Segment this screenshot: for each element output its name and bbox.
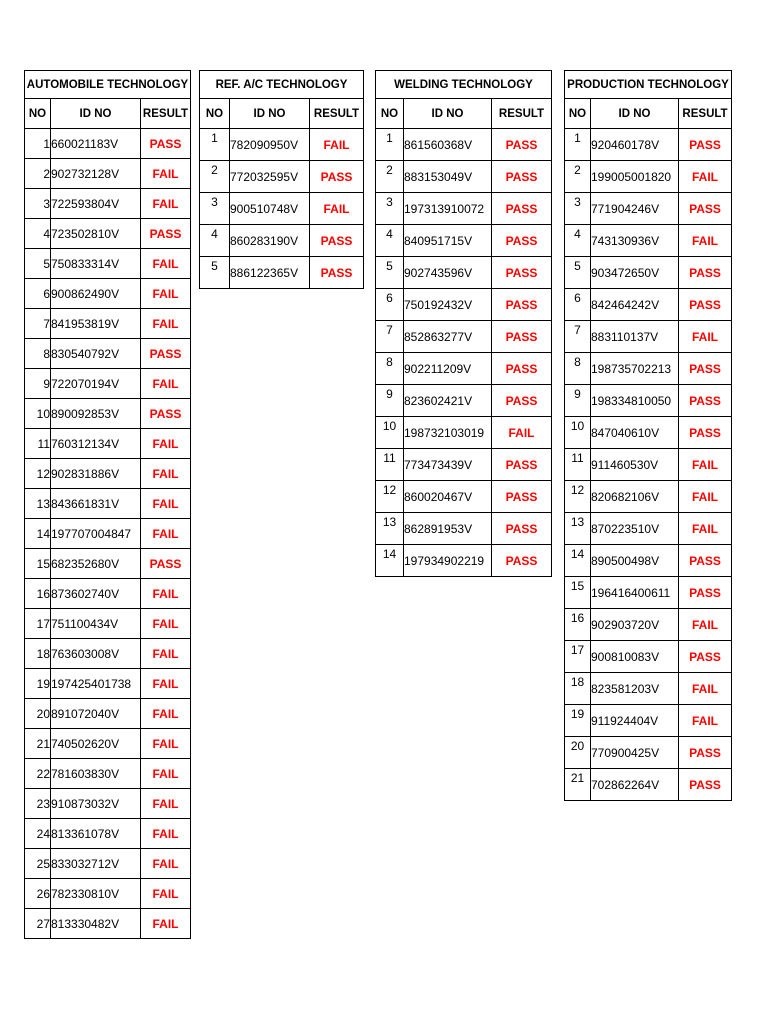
row-result: PASS <box>492 481 552 513</box>
row-id-number: 743130936V <box>591 225 679 257</box>
row-number: 5 <box>376 257 404 289</box>
row-id-number: 702862264V <box>591 769 679 801</box>
row-number: 14 <box>565 545 591 577</box>
row-id-number: 197425401738 <box>51 669 141 699</box>
table-row <box>25 189 191 219</box>
table-row <box>25 519 191 549</box>
table-row <box>25 549 191 579</box>
table-title: AUTOMOBILE TECHNOLOGY <box>25 71 191 99</box>
row-id-number: 722070194V <box>51 369 141 399</box>
table-row <box>25 609 191 639</box>
row-result: FAIL <box>679 481 732 513</box>
row-number: 3 <box>565 193 591 225</box>
table-row <box>25 819 191 849</box>
row-number: 8 <box>376 353 404 385</box>
row-id-number: 750833314V <box>51 249 141 279</box>
row-result: PASS <box>679 193 732 225</box>
row-result: PASS <box>679 289 732 321</box>
row-result: PASS <box>492 257 552 289</box>
row-id-number: 840951715V <box>404 225 492 257</box>
row-result: PASS <box>679 577 732 609</box>
table-row <box>565 737 732 769</box>
row-result: FAIL <box>141 699 191 729</box>
row-result: FAIL <box>141 189 191 219</box>
row-number: 14 <box>376 545 404 577</box>
table-row <box>376 225 552 257</box>
row-result: FAIL <box>141 579 191 609</box>
table-row <box>565 577 732 609</box>
row-result: FAIL <box>141 759 191 789</box>
table-row <box>565 705 732 737</box>
row-number: 12 <box>565 481 591 513</box>
row-id-number: 847040610V <box>591 417 679 449</box>
table-row <box>200 225 364 257</box>
row-result: PASS <box>492 193 552 225</box>
row-result: FAIL <box>141 249 191 279</box>
row-number: 13 <box>376 513 404 545</box>
table-row <box>25 639 191 669</box>
table-row <box>565 353 732 385</box>
table-row <box>565 769 732 801</box>
row-id-number: 823581203V <box>591 673 679 705</box>
column-header-result: RESULT <box>141 99 191 129</box>
row-id-number: 833032712V <box>51 849 141 879</box>
table-row <box>25 579 191 609</box>
row-id-number: 902211209V <box>404 353 492 385</box>
row-result: PASS <box>141 339 191 369</box>
row-result: PASS <box>679 737 732 769</box>
row-number: 11 <box>565 449 591 481</box>
row-id-number: 902743596V <box>404 257 492 289</box>
table-title: REF. A/C TECHNOLOGY <box>200 71 364 99</box>
table-row <box>376 289 552 321</box>
row-number: 1 <box>376 129 404 161</box>
row-id-number: 750192432V <box>404 289 492 321</box>
row-id-number: 660021183V <box>51 129 141 159</box>
row-result: FAIL <box>141 459 191 489</box>
row-result: FAIL <box>310 193 364 225</box>
row-number: 7 <box>376 321 404 353</box>
table-row <box>25 729 191 759</box>
row-result: FAIL <box>141 879 191 909</box>
row-result: FAIL <box>141 639 191 669</box>
row-number: 1 <box>25 129 51 159</box>
row-id-number: 773473439V <box>404 449 492 481</box>
table-row <box>565 321 732 353</box>
row-id-number: 740502620V <box>51 729 141 759</box>
row-result: PASS <box>141 399 191 429</box>
row-id-number: 900810083V <box>591 641 679 673</box>
table-row <box>200 193 364 225</box>
row-id-number: 903472650V <box>591 257 679 289</box>
column-header-no: NO <box>376 99 404 129</box>
table-row <box>376 417 552 449</box>
column-header-result: RESULT <box>492 99 552 129</box>
table-row <box>25 279 191 309</box>
row-number: 23 <box>25 789 51 819</box>
row-number: 20 <box>25 699 51 729</box>
row-result: PASS <box>141 129 191 159</box>
row-number: 8 <box>565 353 591 385</box>
table-row <box>25 129 191 159</box>
row-id-number: 198732103019 <box>404 417 492 449</box>
row-id-number: 723502810V <box>51 219 141 249</box>
row-id-number: 902831886V <box>51 459 141 489</box>
row-number: 3 <box>200 193 230 225</box>
row-result: FAIL <box>141 279 191 309</box>
row-result: PASS <box>492 545 552 577</box>
row-number: 4 <box>376 225 404 257</box>
row-number: 19 <box>25 669 51 699</box>
table-row <box>565 417 732 449</box>
row-id-number: 890092853V <box>51 399 141 429</box>
table-row <box>376 513 552 545</box>
row-id-number: 911924404V <box>591 705 679 737</box>
row-id-number: 841953819V <box>51 309 141 339</box>
row-number: 14 <box>25 519 51 549</box>
table-row <box>200 161 364 193</box>
column-header-result: RESULT <box>679 99 732 129</box>
row-id-number: 920460178V <box>591 129 679 161</box>
row-result: PASS <box>679 257 732 289</box>
row-id-number: 771904246V <box>591 193 679 225</box>
table-row <box>25 669 191 699</box>
table-row <box>565 609 732 641</box>
row-result: PASS <box>492 449 552 481</box>
row-result: FAIL <box>679 225 732 257</box>
row-id-number: 198735702213 <box>591 353 679 385</box>
row-result: PASS <box>679 385 732 417</box>
row-result: PASS <box>679 769 732 801</box>
column-header-result: RESULT <box>310 99 364 129</box>
row-number: 2 <box>565 161 591 193</box>
row-number: 25 <box>25 849 51 879</box>
row-result: PASS <box>492 321 552 353</box>
row-result: FAIL <box>141 369 191 399</box>
row-number: 9 <box>25 369 51 399</box>
row-result: PASS <box>310 225 364 257</box>
table-row <box>565 641 732 673</box>
row-result: PASS <box>679 545 732 577</box>
row-id-number: 883153049V <box>404 161 492 193</box>
row-id-number: 830540792V <box>51 339 141 369</box>
row-number: 6 <box>25 279 51 309</box>
row-id-number: 198334810050 <box>591 385 679 417</box>
row-result: FAIL <box>679 449 732 481</box>
row-id-number: 860283190V <box>230 225 310 257</box>
row-result: PASS <box>310 257 364 289</box>
row-number: 17 <box>25 609 51 639</box>
row-id-number: 870223510V <box>591 513 679 545</box>
table-row <box>25 339 191 369</box>
table-row <box>565 673 732 705</box>
row-id-number: 883110137V <box>591 321 679 353</box>
table-row <box>565 449 732 481</box>
row-id-number: 820682106V <box>591 481 679 513</box>
row-id-number: 751100434V <box>51 609 141 639</box>
row-id-number: 760312134V <box>51 429 141 459</box>
row-result: PASS <box>679 129 732 161</box>
table-row <box>25 489 191 519</box>
row-result: FAIL <box>679 161 732 193</box>
row-result: FAIL <box>141 789 191 819</box>
table-row <box>565 513 732 545</box>
row-id-number: 813361078V <box>51 819 141 849</box>
column-header-no: NO <box>200 99 230 129</box>
row-number: 22 <box>25 759 51 789</box>
row-id-number: 860020467V <box>404 481 492 513</box>
row-id-number: 813330482V <box>51 909 141 939</box>
row-result: FAIL <box>492 417 552 449</box>
table-row <box>25 849 191 879</box>
row-number: 19 <box>565 705 591 737</box>
row-id-number: 682352680V <box>51 549 141 579</box>
row-id-number: 891072040V <box>51 699 141 729</box>
row-result: PASS <box>492 161 552 193</box>
row-result: FAIL <box>141 909 191 939</box>
column-header-id: ID NO <box>404 99 492 129</box>
row-result: PASS <box>141 219 191 249</box>
row-result: PASS <box>492 353 552 385</box>
row-id-number: 823602421V <box>404 385 492 417</box>
row-id-number: 843661831V <box>51 489 141 519</box>
row-result: FAIL <box>310 129 364 161</box>
row-number: 4 <box>25 219 51 249</box>
row-result: FAIL <box>679 673 732 705</box>
row-id-number: 772032595V <box>230 161 310 193</box>
row-result: FAIL <box>141 429 191 459</box>
table-row <box>25 789 191 819</box>
column-header-no: NO <box>565 99 591 129</box>
row-id-number: 862891953V <box>404 513 492 545</box>
row-result: FAIL <box>679 513 732 545</box>
production-technology-table <box>564 70 732 801</box>
row-result: PASS <box>679 417 732 449</box>
row-number: 2 <box>200 161 230 193</box>
row-number: 12 <box>376 481 404 513</box>
row-number: 9 <box>376 385 404 417</box>
row-number: 1 <box>200 129 230 161</box>
table-row <box>25 159 191 189</box>
row-number: 10 <box>376 417 404 449</box>
row-id-number: 197934902219 <box>404 545 492 577</box>
row-id-number: 781603830V <box>51 759 141 789</box>
row-number: 3 <box>25 189 51 219</box>
table-row <box>565 161 732 193</box>
row-number: 10 <box>25 399 51 429</box>
table-row <box>25 369 191 399</box>
table-row <box>376 545 552 577</box>
row-result: FAIL <box>679 321 732 353</box>
row-id-number: 861560368V <box>404 129 492 161</box>
table-row <box>376 353 552 385</box>
row-number: 4 <box>565 225 591 257</box>
table-row <box>565 257 732 289</box>
row-id-number: 890500498V <box>591 545 679 577</box>
row-result: FAIL <box>141 669 191 699</box>
row-result: FAIL <box>141 609 191 639</box>
row-result: PASS <box>310 161 364 193</box>
row-number: 3 <box>376 193 404 225</box>
table-row <box>25 879 191 909</box>
row-result: FAIL <box>141 819 191 849</box>
table-row <box>565 225 732 257</box>
table-row <box>25 309 191 339</box>
row-number: 17 <box>565 641 591 673</box>
ref-ac-technology-table <box>199 70 364 289</box>
row-number: 5 <box>565 257 591 289</box>
table-row <box>376 449 552 481</box>
column-header-id: ID NO <box>230 99 310 129</box>
table-row <box>25 399 191 429</box>
table-row <box>565 129 732 161</box>
row-number: 18 <box>25 639 51 669</box>
row-number: 16 <box>565 609 591 641</box>
row-id-number: 782090950V <box>230 129 310 161</box>
row-number: 16 <box>25 579 51 609</box>
table-row <box>565 289 732 321</box>
row-id-number: 782330810V <box>51 879 141 909</box>
row-number: 13 <box>565 513 591 545</box>
row-id-number: 763603008V <box>51 639 141 669</box>
row-id-number: 199005001820 <box>591 161 679 193</box>
row-id-number: 852863277V <box>404 321 492 353</box>
row-number: 5 <box>200 257 230 289</box>
row-result: FAIL <box>141 309 191 339</box>
row-number: 20 <box>565 737 591 769</box>
row-result: PASS <box>492 225 552 257</box>
row-id-number: 886122365V <box>230 257 310 289</box>
row-number: 2 <box>376 161 404 193</box>
table-title: PRODUCTION TECHNOLOGY <box>565 71 732 99</box>
table-row <box>25 699 191 729</box>
row-id-number: 842464242V <box>591 289 679 321</box>
table-row <box>25 219 191 249</box>
row-result: PASS <box>492 129 552 161</box>
row-id-number: 910873032V <box>51 789 141 819</box>
row-id-number: 197707004847 <box>51 519 141 549</box>
row-number: 15 <box>25 549 51 579</box>
row-number: 11 <box>376 449 404 481</box>
row-result: FAIL <box>141 729 191 759</box>
row-id-number: 900862490V <box>51 279 141 309</box>
row-id-number: 722593804V <box>51 189 141 219</box>
row-id-number: 196416400611 <box>591 577 679 609</box>
row-id-number: 770900425V <box>591 737 679 769</box>
row-result: FAIL <box>141 159 191 189</box>
table-row <box>565 481 732 513</box>
table-row <box>25 429 191 459</box>
table-row <box>25 909 191 939</box>
column-header-id: ID NO <box>51 99 141 129</box>
table-row <box>376 129 552 161</box>
welding-technology-table <box>375 70 552 577</box>
row-number: 15 <box>565 577 591 609</box>
row-result: PASS <box>141 549 191 579</box>
row-id-number: 873602740V <box>51 579 141 609</box>
table-row <box>25 759 191 789</box>
row-number: 26 <box>25 879 51 909</box>
row-number: 4 <box>200 225 230 257</box>
row-number: 9 <box>565 385 591 417</box>
row-result: PASS <box>679 641 732 673</box>
table-row <box>376 481 552 513</box>
row-result: FAIL <box>679 705 732 737</box>
table-row <box>376 161 552 193</box>
table-row <box>25 459 191 489</box>
row-number: 21 <box>25 729 51 759</box>
row-number: 24 <box>25 819 51 849</box>
row-result: FAIL <box>679 609 732 641</box>
row-number: 12 <box>25 459 51 489</box>
row-id-number: 197313910072 <box>404 193 492 225</box>
table-row <box>25 249 191 279</box>
table-row <box>376 321 552 353</box>
row-result: PASS <box>492 513 552 545</box>
row-number: 7 <box>25 309 51 339</box>
table-row <box>376 385 552 417</box>
row-number: 7 <box>565 321 591 353</box>
table-row <box>565 385 732 417</box>
row-id-number: 900510748V <box>230 193 310 225</box>
row-number: 18 <box>565 673 591 705</box>
row-result: PASS <box>492 289 552 321</box>
table-row <box>376 193 552 225</box>
table-row <box>200 257 364 289</box>
column-header-no: NO <box>25 99 51 129</box>
row-number: 6 <box>376 289 404 321</box>
table-row <box>376 257 552 289</box>
row-number: 13 <box>25 489 51 519</box>
row-number: 1 <box>565 129 591 161</box>
row-number: 6 <box>565 289 591 321</box>
row-number: 5 <box>25 249 51 279</box>
row-number: 11 <box>25 429 51 459</box>
table-row <box>200 129 364 161</box>
row-id-number: 911460530V <box>591 449 679 481</box>
row-number: 10 <box>565 417 591 449</box>
row-result: PASS <box>492 385 552 417</box>
row-number: 2 <box>25 159 51 189</box>
row-result: FAIL <box>141 849 191 879</box>
row-number: 8 <box>25 339 51 369</box>
column-header-id: ID NO <box>591 99 679 129</box>
row-result: FAIL <box>141 519 191 549</box>
automobile-technology-table <box>24 70 191 939</box>
row-number: 21 <box>565 769 591 801</box>
row-id-number: 902903720V <box>591 609 679 641</box>
row-result: PASS <box>679 353 732 385</box>
row-id-number: 902732128V <box>51 159 141 189</box>
row-number: 27 <box>25 909 51 939</box>
table-row <box>565 545 732 577</box>
row-result: FAIL <box>141 489 191 519</box>
table-row <box>565 193 732 225</box>
table-title: WELDING TECHNOLOGY <box>376 71 552 99</box>
